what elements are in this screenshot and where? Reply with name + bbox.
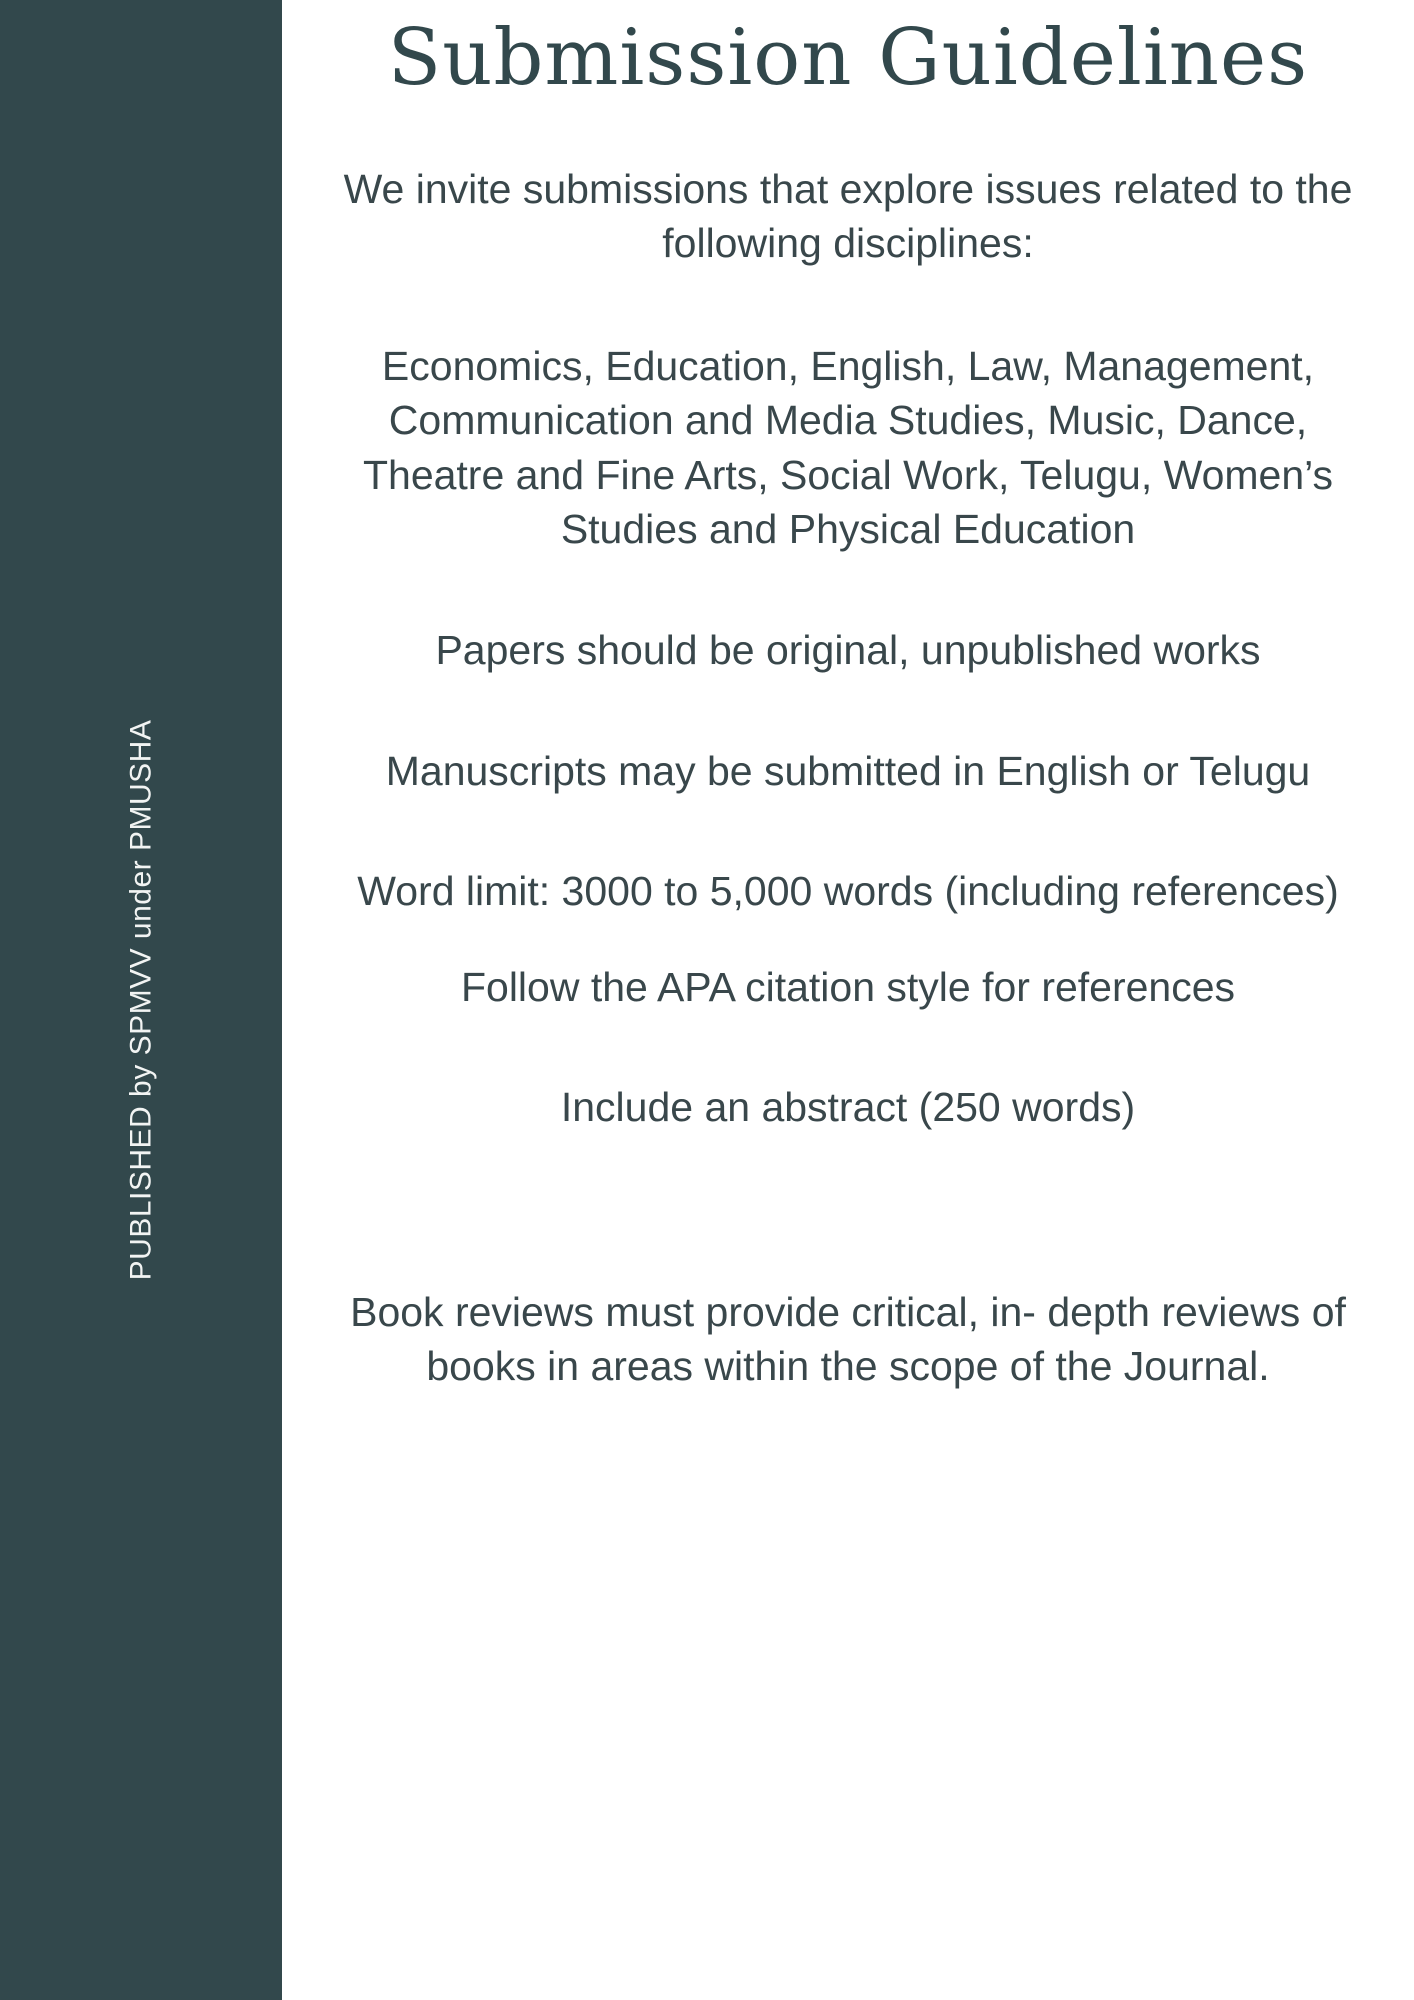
guideline-paragraph-book-reviews: Book reviews must provide critical, in- depth reviews of books in areas within the scope of the Journal. [350,1288,1346,1390]
guideline-paragraph-abstract: Include an abstract (250 words) [560,1084,1136,1131]
left-color-band [0,0,282,2000]
publisher-credit [0,0,282,2000]
main-content [282,0,1414,2000]
guideline-paragraph-language: Manuscripts may be submitted in English or Telugu [385,747,1311,794]
guideline-paragraph-citation-style: Follow the APA citation style for references [460,963,1236,1010]
page-title: Submission Guidelines [387,13,1309,103]
guideline-paragraph-disciplines: Economics, Education, English, Law, Management, Communication and Media Studies, Music, Dance, Theatre and Fine Arts, Social Work, Telugu, Women’s Studies and Physical Education [362,342,1334,553]
publisher-credit-label: PUBLISHED by SPMVV under PMUSHA [124,719,157,1281]
guideline-paragraph-originality: Papers should be original, unpublished works [435,626,1261,673]
guideline-paragraph-word-limit: Word limit: 3000 to 5,000 words (including references) [357,868,1339,915]
guideline-paragraph-intro: We invite submissions that explore issues related to the following disciplines: [343,165,1353,267]
